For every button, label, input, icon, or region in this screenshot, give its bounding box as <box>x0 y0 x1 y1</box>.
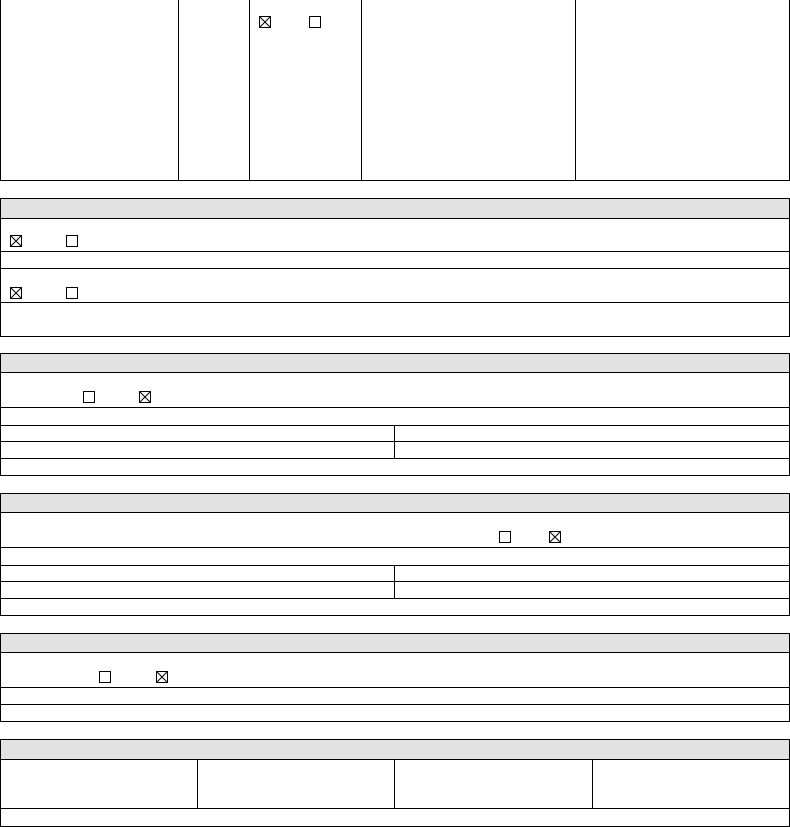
section-3-yes-checkbox[interactable] <box>139 391 151 403</box>
section-4-yes-checkbox[interactable] <box>549 531 561 543</box>
checkbox-x-mark-icon <box>550 532 560 542</box>
section-3-no-checkbox[interactable] <box>83 391 95 403</box>
top-column-divider <box>361 0 362 181</box>
top-no-checkbox[interactable] <box>309 16 321 28</box>
section-6-row-divider <box>0 808 790 809</box>
section-2-q2-no-checkbox[interactable] <box>66 287 78 299</box>
checkbox-x-mark-icon <box>260 17 270 27</box>
section-4-no-checkbox[interactable] <box>499 531 511 543</box>
section-5-header <box>0 633 790 653</box>
section-6-column-divider <box>394 760 395 808</box>
top-yes-checkbox[interactable] <box>259 16 271 28</box>
section-3-row-divider <box>0 441 790 442</box>
section-5-row-divider <box>0 704 790 705</box>
top-column-divider <box>178 0 179 181</box>
section-6-column-divider <box>197 760 198 808</box>
top-column-divider <box>249 0 250 181</box>
section-4-column-divider <box>394 565 395 598</box>
section-3-header <box>0 353 790 373</box>
section-6-column-divider <box>592 760 593 808</box>
section-4-row-divider <box>0 598 790 599</box>
checkbox-x-mark-icon <box>157 672 167 682</box>
checkbox-x-mark-icon <box>11 236 21 246</box>
section-3-row-divider <box>0 458 790 459</box>
section-3-row-divider <box>0 407 790 408</box>
checkbox-x-mark-icon <box>11 288 21 298</box>
section-4-header <box>0 493 790 513</box>
section-5-no-checkbox[interactable] <box>99 671 111 683</box>
section-3-column-divider <box>394 425 395 458</box>
section-2-row-divider <box>0 302 790 303</box>
section-4-row-divider <box>0 565 790 566</box>
top-column-divider <box>575 0 576 181</box>
section-3-row-divider <box>0 425 790 426</box>
section-2-row-divider <box>0 268 790 269</box>
top-section <box>0 0 790 181</box>
section-6-header <box>0 739 790 760</box>
section-2-q1-yes-checkbox[interactable] <box>10 235 22 247</box>
checkbox-x-mark-icon <box>140 392 150 402</box>
section-5-row-divider <box>0 687 790 688</box>
section-4-row-divider <box>0 547 790 548</box>
section-2-row-divider <box>0 251 790 252</box>
section-2-q1-no-checkbox[interactable] <box>66 235 78 247</box>
section-2-q2-yes-checkbox[interactable] <box>10 287 22 299</box>
section-2-header <box>0 198 790 219</box>
section-4-row-divider <box>0 581 790 582</box>
section-5-yes-checkbox[interactable] <box>156 671 168 683</box>
